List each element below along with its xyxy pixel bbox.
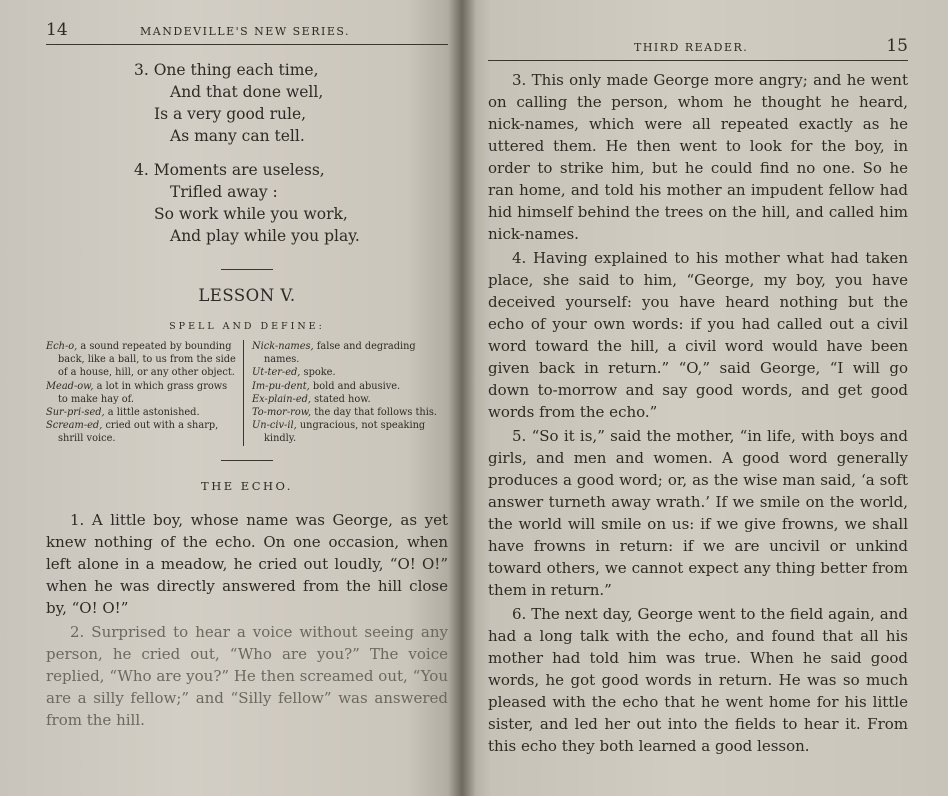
vocab-entry: Ut-ter-ed, spoke. (252, 367, 336, 379)
vocabulary-list (46, 340, 448, 446)
paragraph-1: 1. A little boy, whose name was George, as yet knew nothing of the echo. On one occasion, when left alone in a meadow, he cried out loudly, “O! O!” when he was directly answered from the hill close by, “O! O!” (46, 510, 448, 617)
story-title: THE ECHO. (201, 478, 293, 493)
right-page (462, 0, 948, 796)
vocab-entry: Scream-ed, cried out with a sharp, shrill voice. (46, 420, 219, 445)
paragraph-3: 3. This only made George more angry; and he went on calling the person, whom he thought he heard, nick-names, which were all repeated exactly as he uttered them. He then went to look for the boy, in order to strike him, but he could find no one. So he ran home, and told his mother an impudent fellow had hid himself behind the trees on the hill, and called him nick-names. (488, 71, 908, 243)
left-page-header (46, 20, 448, 45)
poem-line: And that done well, (170, 83, 324, 101)
poem-line: Is a very good rule, (154, 105, 307, 123)
section-divider (221, 460, 273, 461)
paragraph-6: 6. The next day, George went to the field again, and had a long talk with the echo, and found that all his mother had told him was true. When he said good words, he got good words in return. He was so much pleased with the echo that he went home for his little sister, and led her out into the fields to hear it. From this echo they both learned a good lesson. (488, 605, 908, 755)
vocab-entry: Im-pu-dent, bold and abusive. (252, 380, 401, 392)
vocab-entry: To-mor-row, the day that follows this. (252, 407, 438, 419)
left-page-number: 14 (46, 20, 68, 40)
poem-stanza-4 (134, 159, 448, 247)
spell-define-heading: SPELL AND DEFINE: (169, 321, 325, 332)
right-page-number: 15 (886, 36, 908, 56)
right-page-header (488, 36, 908, 61)
poem-line: And play while you play. (170, 227, 360, 245)
right-running-head: THIRD READER. (634, 41, 749, 54)
vocab-entry: Sur-pri-sed, a little astonished. (46, 407, 200, 419)
left-page (0, 0, 462, 796)
lesson-title: LESSON V. (198, 286, 296, 305)
paragraph-2: 2. Surprised to hear a voice without seeing any person, he cried out, “Who are you?” The voice replied, “Who are you?” He then screamed out, “You are a silly fellow;” and “Silly fellow” was answered from the hill. (46, 622, 448, 729)
vocabulary-column-right (244, 340, 448, 446)
paragraph-5: 5. “So it is,” said the mother, “in life, with boys and girls, and men and women. A good word generally produces a good word; or, as the wise man said, ‘a soft answer turneth away wrath.’ If we smile on the world, the world will smile on us: if we give frowns, we shall have frowns in return: if we are uncivil or unkind toward others, we cannot expect any thing better from them in return.” (488, 427, 908, 599)
vocabulary-column-left (46, 340, 244, 446)
vocab-entry: Ex-plain-ed, stated how. (252, 393, 371, 405)
vocab-entry: Nick-names, false and degrading names. (252, 341, 416, 366)
left-running-head: MANDEVILLE'S NEW SERIES. (140, 25, 350, 38)
vocab-entry: Ech-o, a sound repeated by bounding back, like a ball, to us from the side of a house, hill, or any other object. (46, 341, 236, 379)
poem-line: As many can tell. (170, 127, 305, 145)
vocab-entry: Mead-ow, a lot in which grass grows to make hay of. (46, 380, 228, 405)
vocab-entry: Un-civ-il, ungracious, not speaking kindly. (252, 420, 426, 445)
book-gutter (448, 0, 476, 796)
paragraph-4: 4. Having explained to his mother what had taken place, she said to him, “George, my boy, you have deceived yourself: you have heard nothing but the echo of your own words: if you had called out a civil word toward the hill, a civil word would have been given back in return.” “O,” said George, “I will go down to-morrow and say good words, and get good words from the echo.” (488, 249, 908, 421)
poem-stanza-3 (134, 59, 448, 147)
poem-line: So work while you work, (154, 205, 348, 223)
poem-line: 4. Moments are useless, (134, 161, 325, 179)
section-divider (221, 269, 273, 270)
poem-line: 3. One thing each time, (134, 61, 319, 79)
poem-line: Trifled away : (170, 183, 278, 201)
